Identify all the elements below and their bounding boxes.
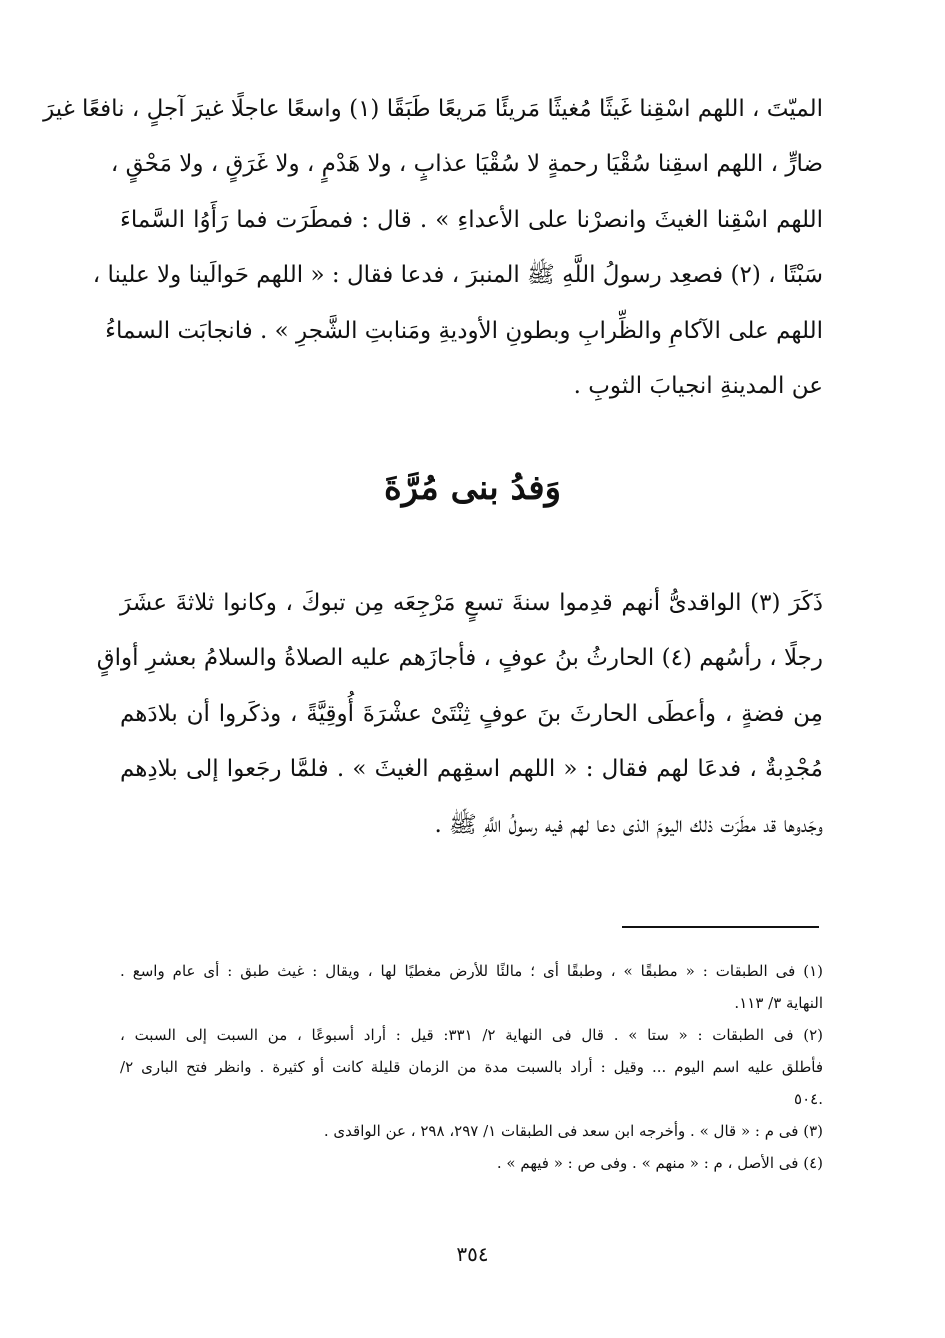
page-number: ٣٥٤ [456,1242,489,1266]
text-line: سَبْتًا ، (٢) فصعِد رسولُ اللَّهِ ﷺ المنبرَ ، فدعا فقال : « اللهم حَوالَينا ولا علينا ، [92,262,823,289]
footnotes [120,955,823,1179]
text-line: ذَكَرَ (٣) الواقدىُّ أنهم قدِموا سنةَ تسعٍ مَرْجِعَه مِن تبوكَ ، وكانوا ثلاثةَ عشَرَ [120,590,824,616]
footnote-line: (٣) فى م : « قال » . وأخرجه ابن سعد فى الطبقات ١/ ٢٩٧، ٢٩٨ ، عن الواقدى . [323,1122,823,1140]
footnote-line: فأطلق عليه اسم اليوم ... وقيل : أراد بالسبت مدة من الزمان قليلة كانت أو كثيرة . وانظر فتح البارى ٢/ [120,1058,823,1076]
paragraph-delegation [96,576,824,853]
text-line: وجَدوها قد مطَرَت ذلك اليومَ الذى دعا لهم فيه رسولُ اللَّهِ ﷺ . [434,811,823,838]
footnote-line: (١) فى الطبقات : « مطبقًا » ، وطبقًا أى ؛ مالئًا للأرض مغطيًا لها ، ويقال : غيث طبق : أى عام واسع . [120,962,823,980]
text-line: مُجْدِبةٌ ، فدعَا لهم فقال : « اللهم اسقِهم الغيثَ » . فلمَّا رجَعوا إلى بلادِهم [120,756,823,783]
footnote-line: (٤) فى الأصل ، م : « منهم » . وفى ص : « فيهم » . [496,1154,823,1172]
footnote-separator [622,926,819,928]
footnote-line: (٢) فى الطبقات : « ستا » . قال فى النهاية ٢/ ٣٣١: قيل : أراد أسبوعًا ، من السبت إلى السبت ، [120,1026,823,1044]
text-line: اللهم اسْقِنا الغيثَ وانصرْنا على الأعداءِ » . قال : فمطَرَت فما رَأَوُا السَّماءَ [120,206,823,233]
footnote-line: النهاية ٣/ ١١٣. [734,994,823,1012]
text-line: الميّتَ ، اللهم اسْقِنا غَيثًا مُغيثًا مَريئًا مَريعًا طَبَقًا (١) واسعًا عاجلًا غيرَ آجلٍ ، نافعًا غيرَ [43,96,823,122]
text-line: عن المدينةِ انجيابَ الثوبِ . [573,372,823,399]
text-line: ضارٍّ ، اللهم اسقِنا سُقْيَا رحمةٍ لا سُقْيَا عذابٍ ، ولا هَدْمٍ ، ولا غَرَقٍ ، ولا مَحْقٍ ، [110,151,823,178]
section-heading: وَفدُ بنى مُرَّةَ [383,468,562,508]
footnote-line: .٥٠٤ [794,1090,823,1108]
text-line: رجلًا ، رأسُهم (٤) الحارثُ بنُ عوفٍ ، فأجازَهم عليه الصلاةُ والسلامُ بعشرِ أواقٍ [96,645,823,672]
text-line: اللهم على الآكامِ والظِّرابِ وبطونِ الأوديةِ ومَنابتِ الشَّجرِ » . فانجابَت السماءُ [105,317,823,344]
paragraph-prayer [43,82,823,414]
text-line: مِن فضةٍ ، وأعطَى الحارثَ بنَ عوفٍ ثِنْتَىْ عشْرَةَ أُوقِيَّةً ، وذكَروا أن بلادَهم [120,700,823,727]
